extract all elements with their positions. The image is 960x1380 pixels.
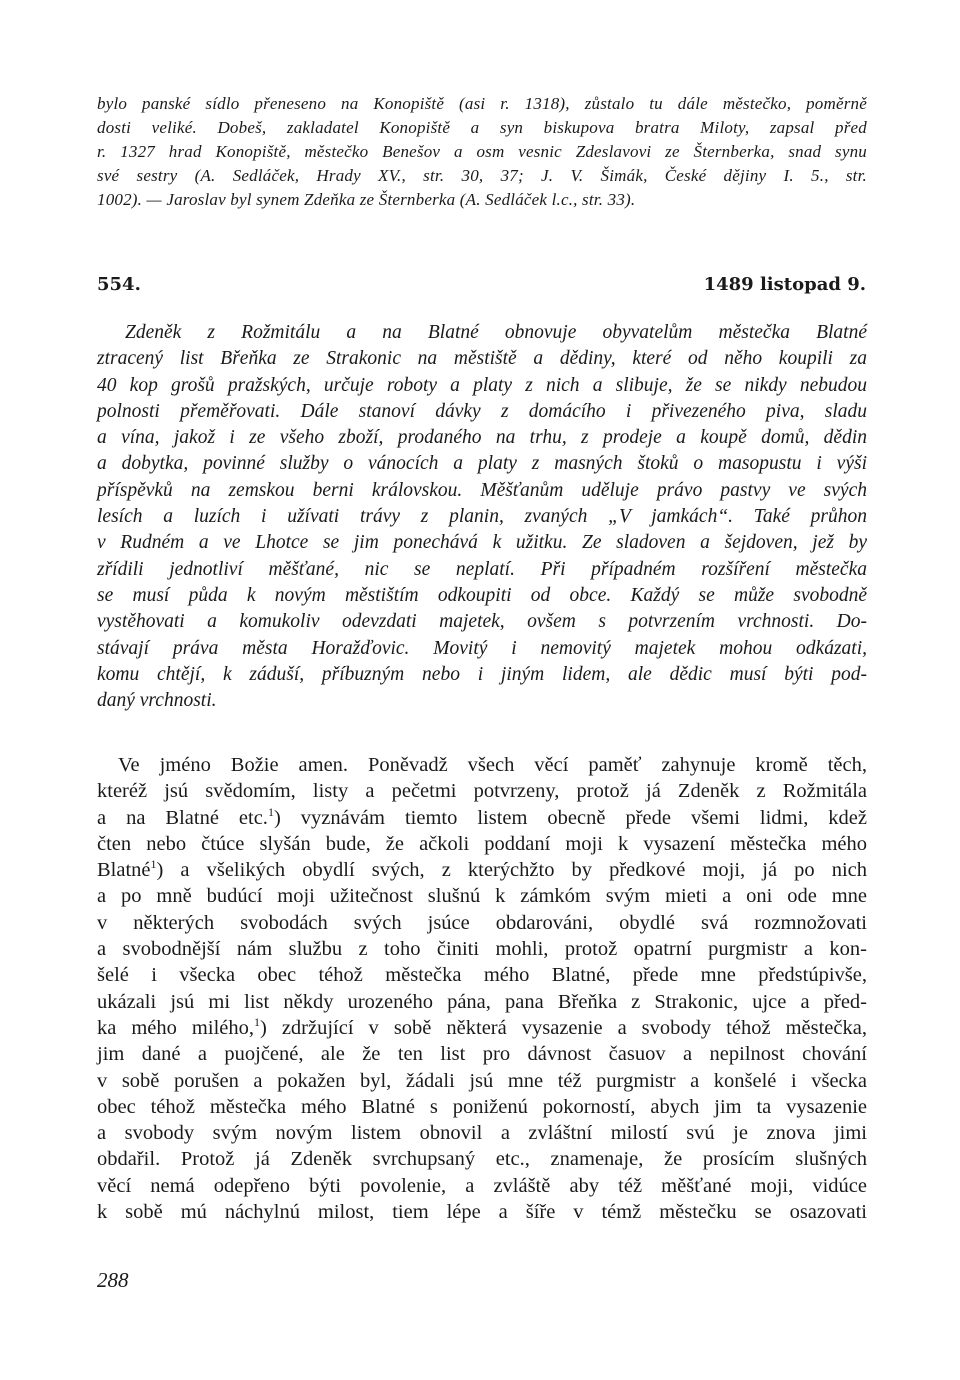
regest-line: zřídili jednotliví měšťané, nic se neplatí. Při případném rozšíření městečka [97, 558, 867, 580]
charter-line: šelé i všecka obec téhož městečka mého Blatné, přede mne předstúpivše, [97, 964, 867, 987]
charter-line: Blatné$^1$) a všelikých obydlí svých, z kterýchžto by předkové moji, já po nich [97, 857, 867, 882]
charter-text [97, 752, 867, 1225]
document-number: 554. [97, 274, 141, 295]
regest-line: ztracený list Břeňka ze Strakonic na městiště a dědiny, které od něho koupili za [97, 348, 867, 370]
regest-line: příspěvků na zemskou berni královskou. Měšťanům uděluje právo pastvy ve svých [97, 479, 867, 501]
regest-line: v Rudném a ve Lhotce se jim ponechává k užitku. Ze sladoven a šejdoven, jež by [97, 532, 867, 554]
regest-line: Zdeněk z Rožmitálu a na Blatné obnovuje obyvatelům městečka Blatné [125, 322, 867, 343]
footnote-line: 1002). — Jaroslav byl synem Zdeňka ze Šternberka (A. Sedláček l.c., str. 33). [97, 190, 636, 209]
charter-line: v sobě porušen a pokažen byl, žádali jsú mne též purgmistr a konšelé i všecka [97, 1069, 867, 1092]
charter-line: v některých svobodách svých jsúce obdarováni, obydlé svá rozmnožovati [97, 911, 867, 934]
regest-line: polnosti přeměřovati. Dále stanoví dávky z domácího i přivezeného piva, sladu [97, 400, 867, 422]
regest-line: komu chtějí, k záduší, příbuzným nebo i jiným lidem, ale dědic musí býti pod- [97, 663, 867, 685]
regest-summary [97, 320, 867, 714]
regest-line: se musí půda k novým městištím odkoupiti od obce. Každý se může svobodně [97, 584, 867, 606]
regest-line: lesích a luzích i užívati trávy z planin, zvaných „V jamkách“. Také průhon [97, 506, 867, 528]
document-date: 1489 listopad 9. [703, 274, 866, 295]
regest-line: vystěhovati a komukoliv odevzdati majetek, ovšem s potvrzením vrchnosti. Do- [97, 611, 867, 633]
footnote-marker: 1 [267, 804, 274, 819]
charter-line: kteréž jsú svědomím, listy a pečetmi potvrzeny, protož já Zdeněk z Rožmitála [97, 780, 867, 803]
charter-line: věcí nemá odepřeno býti povolenie, a zvláště aby též měšťané moji, vidúce [97, 1174, 867, 1197]
regest-line: 40 kop grošů pražských, určuje roboty a platy z nich a slibuje, že se nikdy nebudou [97, 374, 867, 396]
footnote-continuation [97, 92, 867, 212]
footnote-line: dosti veliké. Dobeš, zakladatel Konopiště a syn biskupova bratra Miloty, zapsal před [97, 118, 867, 137]
regest-line: a dobytka, povinné služby o vánocích a platy z masných štoků o masopustu i výši [97, 453, 867, 475]
footnote-marker: 1 [253, 1015, 260, 1030]
regest-line: stávají práva města Horažďovic. Movitý i nemovitý majetek mohou odkázati, [97, 637, 867, 659]
charter-line: obec téhož městečka mého Blatné s poniženú pokorností, abych jim ta vysazenie [97, 1095, 867, 1118]
charter-line: čten nebo čtúce slyšán bude, že ačkoli poddaní moji k vysazení městečka mého [97, 832, 867, 855]
charter-line: a po mně budúcí moji užitečnost slušnú k zámkóm svým mieti a oni ode mne [97, 885, 867, 908]
charter-line: a na Blatné etc.$^1$) vyznávám tiemto listem obecně přede všemi lidmi, kdež [97, 804, 868, 829]
charter-line: obdařil. Protož já Zdeněk svrchupsaný etc., znamenaje, že prosícím slušných [97, 1148, 867, 1171]
footnote-line: bylo panské sídlo přeneseno na Konopiště (asi r. 1318), zůstalo tu dále městečko, poměrně [97, 94, 867, 113]
page-number: 288 [97, 1268, 129, 1292]
charter-line: k sobě mú náchylnú milost, tiem lépe a šíře v témž městečku se osazovati [97, 1201, 867, 1224]
charter-line: a svobodnější nám službu z toho činiti mohli, protož opatrní purgmistr a kon- [97, 938, 867, 961]
charter-line: a svobody svým novým listem obnovil a zvláštní milostí svú je znova jimi [97, 1122, 867, 1145]
charter-line: Ve jméno Božie amen. Poněvadž všech věcí paměť zahynuje kromě těch, [118, 754, 867, 776]
footnote-line: r. 1327 hrad Konopiště, městečko Benešov a osm vesnic Zdeslavovi ze Šternberka, snad synu [97, 142, 867, 161]
charter-line: ka mého milého,$^1$) zdržující v sobě některá vysazenie a svobody téhož městečka, [97, 1015, 867, 1039]
footnote-marker: 1 [150, 857, 157, 872]
charter-line: ukázali jsú mi list někdy urozeného pána, pana Břeňka z Strakonic, ujce a před- [97, 990, 867, 1013]
regest-line: a vína, jakož i ze všeho zboží, prodaného na trhu, z prodeje a koupě domů, dědin [97, 427, 867, 449]
charter-line: jim dané a puojčené, ale že ten list pro dávnost časuov a nepilnost chování [97, 1043, 867, 1066]
footnote-line: své sestry (A. Sedláček, Hrady XV., str. 30, 37; J. V. Šimák, České dějiny I. 5., str. [97, 166, 867, 185]
regest-line: daný vrchnosti. [97, 690, 217, 712]
